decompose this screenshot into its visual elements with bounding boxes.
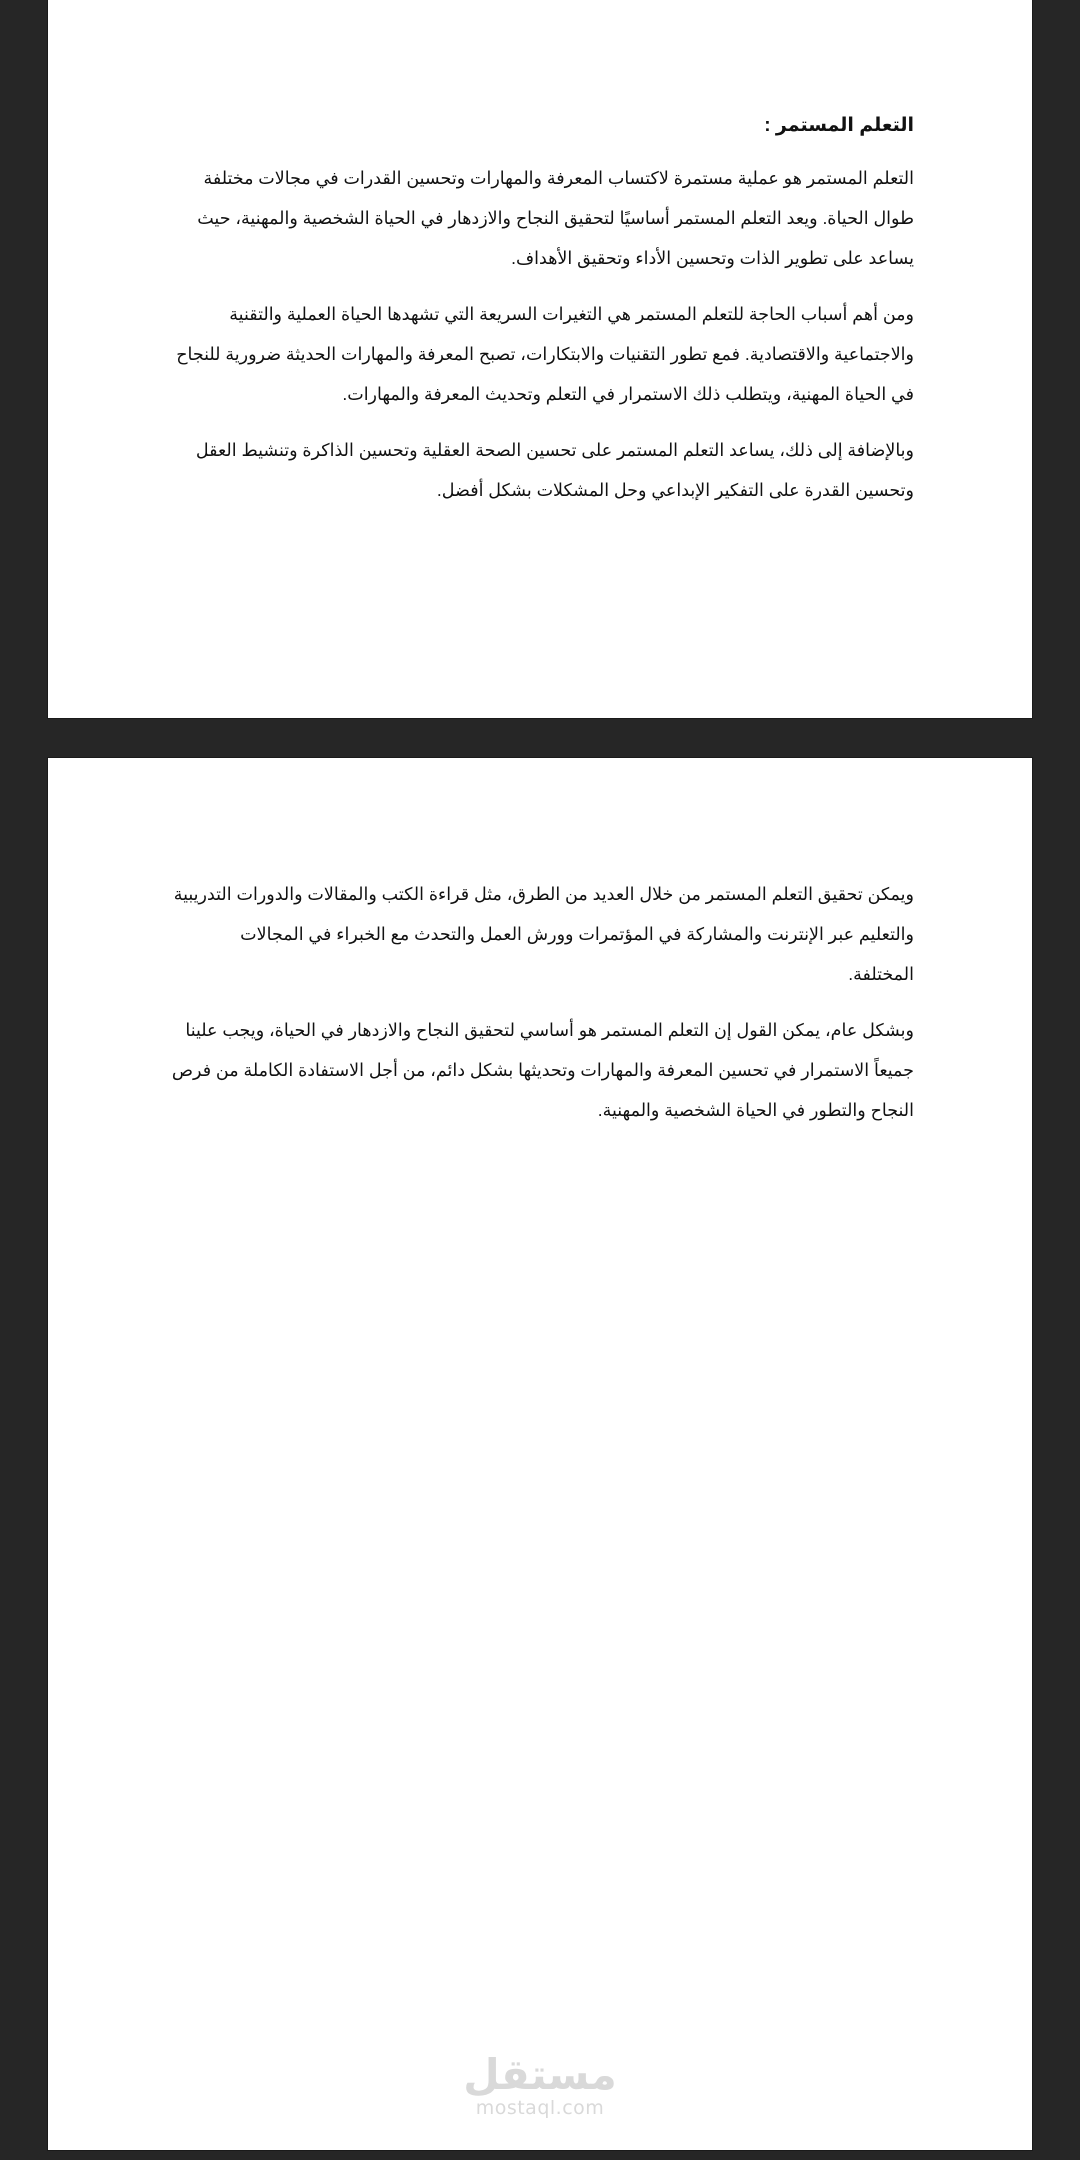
watermark-logo: مستقل bbox=[463, 2050, 617, 2099]
section-heading: التعلم المستمر : bbox=[764, 115, 914, 136]
page-1-content bbox=[170, 108, 914, 526]
watermark-domain: mostaql.com bbox=[475, 2097, 605, 2119]
paragraph-4: ويمكن تحقيق التعلم المستمر من خلال العديد من الطرق، مثل قراءة الكتب والمقالات والدورات التدريبية والتعليم عبر الإنترنت والمشاركة في المؤتمرات وورش العمل والتحدث مع الخبراء في المجالات المختلفة. bbox=[173, 884, 914, 984]
paragraph-2: ومن أهم أسباب الحاجة للتعلم المستمر هي التغيرات السريعة التي تشهدها الحياة العملية والتقنية والاجتماعية والاقتصادية. فمع تطور التقنيات والابتكارات، تصبح المعرفة والمهارات الحديثة ضرورية للنجاح في الحياة المهنية، ويتطلب ذلك الاستمرار في التعلم وتحديث المعرفة والمهارات. bbox=[176, 304, 914, 404]
mostaql-watermark bbox=[48, 2050, 1032, 2119]
paragraph-3: وبالإضافة إلى ذلك، يساعد التعلم المستمر على تحسين الصحة العقلية وتحسين الذاكرة وتنشيط العقل وتحسين القدرة على التفكير الإبداعي وحل المشكلات بشكل أفضل. bbox=[195, 440, 914, 500]
page-2-content bbox=[170, 874, 914, 1146]
paragraph-5: وبشكل عام، يمكن القول إن التعلم المستمر هو أساسي لتحقيق النجاح والازدهار في الحياة، ويجب علينا جميعاً الاستمرار في تحسين المعرفة والمهارات وتحديثها بشكل دائم، من أجل الاستفادة الكاملة من فرص النجاح والتطور في الحياة الشخصية والمهنية. bbox=[171, 1020, 914, 1120]
document-page-1 bbox=[48, 0, 1032, 718]
document-page-2 bbox=[48, 758, 1032, 2150]
paragraph-1: التعلم المستمر هو عملية مستمرة لاكتساب المعرفة والمهارات وتحسين القدرات في مجالات مختلفة طوال الحياة. ويعد التعلم المستمر أساسيًا لتحقيق النجاح والازدهار في الحياة الشخصية والمهنية، حيث يساعد على تطوير الذات وتحسين الأداء وتحقيق الأهداف. bbox=[197, 168, 914, 268]
